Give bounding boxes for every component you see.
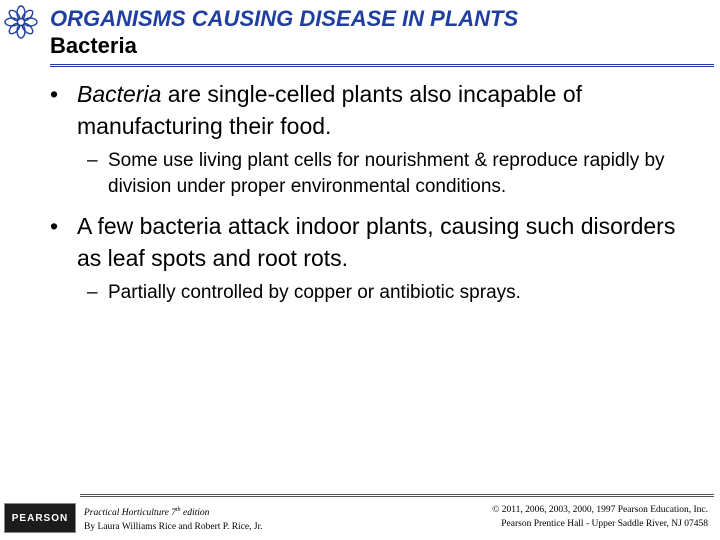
title-divider — [50, 64, 714, 67]
bullet-marker: • — [50, 213, 59, 239]
footer-authors: By Laura Williams Rice and Robert P. Rice, Jr. — [84, 522, 263, 533]
footer-publisher: Pearson Prentice Hall - Upper Saddle River, NJ 07458 — [501, 519, 708, 529]
sub-bullet-item — [87, 148, 707, 200]
bullet-item — [50, 210, 700, 274]
flower-icon — [3, 4, 39, 40]
sub-bullet-marker: – — [87, 150, 98, 171]
slide-subtitle: Bacteria — [50, 33, 137, 58]
pearson-logo — [4, 503, 76, 533]
logo-text: PEARSON — [11, 512, 69, 524]
footer-book-info — [84, 503, 263, 534]
footer-divider — [80, 494, 714, 497]
bullet-lead-italic: Bacteria — [77, 81, 162, 107]
sub-bullet-text: Partially controlled by copper or antibiotic sprays. — [108, 282, 521, 303]
sub-bullet-item — [87, 280, 707, 306]
sub-bullet-marker: – — [87, 282, 98, 303]
footer-copyright-info — [492, 503, 708, 531]
bullet-item — [50, 78, 700, 142]
bullet-text: A few bacteria attack indoor plants, causing such disorders as leaf spots and root rots. — [77, 213, 676, 271]
sub-bullet-text: Some use living plant cells for nourishment & reproduce rapidly by division under proper environmental conditions. — [108, 150, 665, 197]
bullet-marker: • — [50, 81, 59, 107]
book-edition-suffix: edition — [180, 508, 210, 519]
footer-book-title — [84, 503, 263, 520]
slide-title: ORGANISMS CAUSING DISEASE IN PLANTS — [50, 6, 519, 31]
bullet-text — [77, 78, 700, 142]
bullet-body: are single-celled plants also incapable of manufacturing their food. — [77, 81, 583, 139]
book-title: Practical Horticulture 7 — [84, 508, 176, 519]
footer-copyright: © 2011, 2006, 2003, 2000, 1997 Pearson Education, Inc. — [492, 505, 708, 515]
book-edition-sup: th — [176, 507, 181, 513]
